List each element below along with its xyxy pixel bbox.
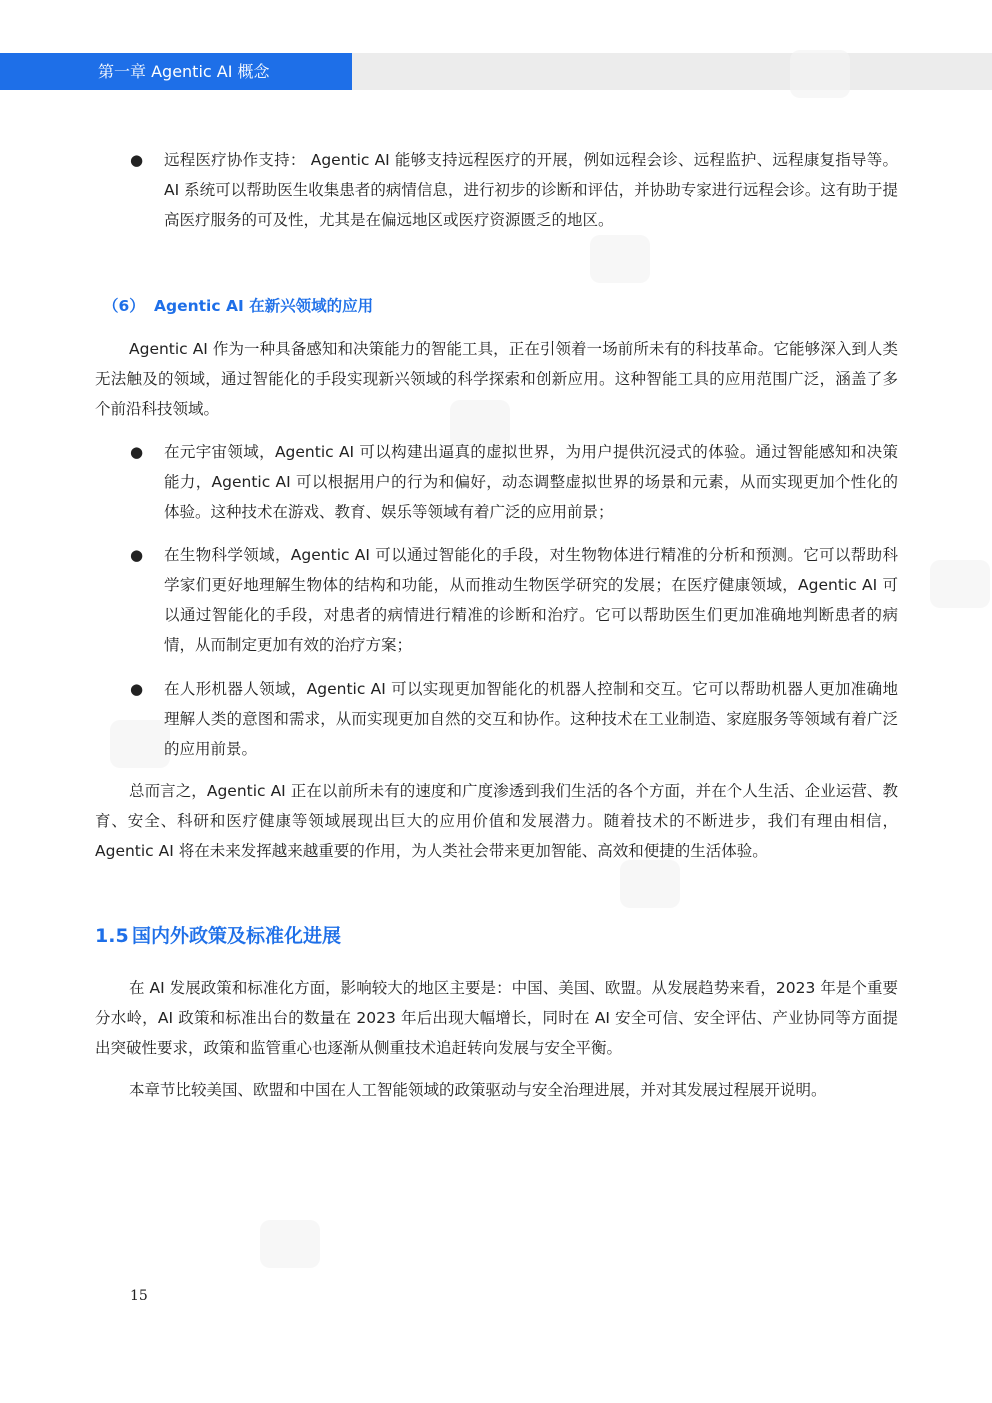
bullet-icon: ● [130,680,144,698]
bullet-icon: ● [130,151,144,169]
section-paragraph: 本章节比较美国、欧盟和中国在人工智能领域的政策驱动与安全治理进展，并对其发展过程展开说明。 [129,1081,827,1099]
bullet-icon: ● [130,443,144,461]
section-heading [95,920,341,952]
intro-paragraph: Agentic AI 作为一种具备感知和决策能力的智能工具，正在引领着一场前所未有的科技革命。它能够深入到人类无法触及的领域，通过智能化的手段实现新兴领域的科学探索和创新应用。这种智能工具的应用范围广泛，涵盖了多个前沿科技领域。 [95,340,898,418]
chapter-title: 第一章 Agentic AI 概念 [98,62,270,81]
bullet-bioscience: 在生物科学领域，Agentic AI 可以通过智能化的手段，对生物物体进行精准的分析和预测。它可以帮助科学家们更好地理解生物体的结构和功能，从而推动生物医学研究的发展；在医疗健康领域，Agentic AI 可以通过智能化的手段，对患者的病情进行精准的诊断和治疗。它可以帮助医生们更加准确地判断患者的病情，从而制定更加有效的治疗方案； [164,546,898,654]
page-number: 15 [130,1288,148,1304]
section-paragraph: 在 AI 发展政策和标准化方面，影响较大的地区主要是：中国、美国、欧盟。从发展趋势来看，2023 年是个重要分水岭，AI 政策和标准出台的数量在 2023 年后出现大幅增长，同时在 AI 安全可信、安全评估、产业协同等方面提出突破性要求，政策和监管重心也逐渐从侧重技术追赶转向发展与安全平衡。 [95,979,898,1057]
bullet-metaverse: 在元宇宙领域，Agentic AI 可以构建出逼真的虚拟世界，为用户提供沉浸式的体验。通过智能感知和决策能力，Agentic AI 可以根据用户的行为和偏好，动态调整虚拟世界的场景和元素，从而实现更加个性化的体验。这种技术在游戏、教育、娱乐等领域有着广泛的应用前景； [164,443,898,521]
subsection-heading [103,292,373,320]
bullet-icon: ● [130,546,144,564]
bullet-humanoid-robot: 在人形机器人领域，Agentic AI 可以实现更加智能化的机器人控制和交互。它可以帮助机器人更加准确地理解人类的意图和需求，从而实现更加自然的交互和协作。这种技术在工业制造、家庭服务等领域有着广泛的应用前景。 [164,680,898,758]
subsection-title: Agentic AI 在新兴领域的应用 [154,297,374,315]
bullet-remote-medical: 远程医疗协作支持： Agentic AI 能够支持远程医疗的开展，例如远程会诊、远程监护、远程康复指导等。AI 系统可以帮助医生收集患者的病情信息，进行初步的诊断和评估，并协助专家进行远程会诊。这有助于提高医疗服务的可及性，尤其是在偏远地区或医疗资源匮乏的地区。 [164,151,898,229]
section-number: 1.5 [95,925,129,947]
summary-paragraph: 总而言之，Agentic AI 正在以前所未有的速度和广度渗透到我们生活的各个方面，并在个人生活、企业运营、教育、安全、科研和医疗健康等领域展现出巨大的应用价值和发展潜力。随着技术的不断进步，我们有理由相信，Agentic AI 将在未来发挥越来越重要的作用，为人类社会带来更加智能、高效和便捷的生活体验。 [95,782,898,860]
subsection-number: （6） [103,297,145,315]
watermark-icon [110,720,170,768]
watermark-icon [620,860,680,908]
watermark-icon [930,560,990,608]
watermark-icon [260,1220,320,1268]
watermark-icon [590,235,650,283]
watermark-icon [790,50,850,98]
section-title: 国内外政策及标准化进展 [132,925,342,947]
